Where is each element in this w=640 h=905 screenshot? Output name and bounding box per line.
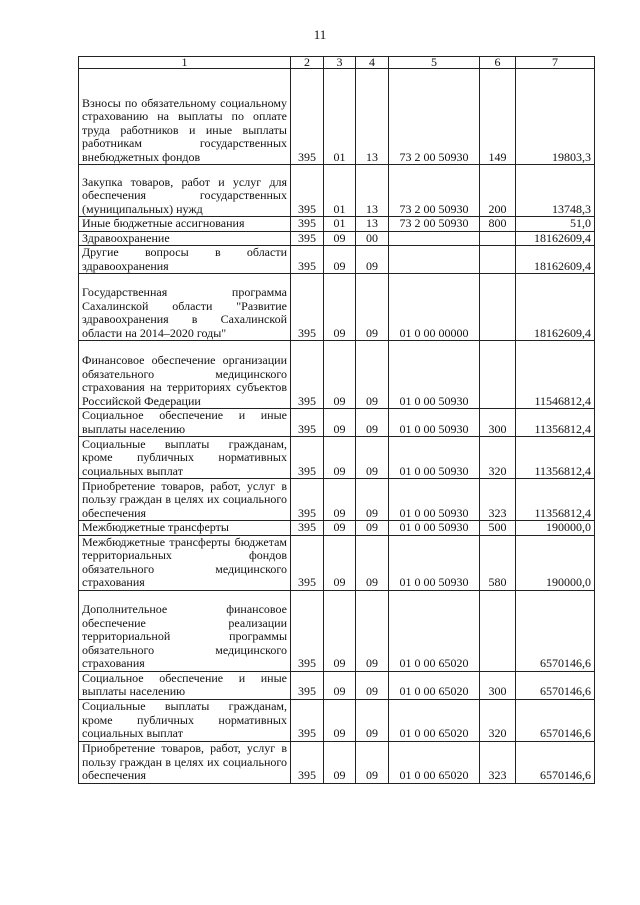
row-target-article: 73 2 00 50930 xyxy=(389,69,480,165)
header-col-6: 6 xyxy=(480,57,516,69)
row-target-article: 01 0 00 50930 xyxy=(389,535,480,590)
row-section: 09 xyxy=(324,437,356,479)
header-col-5: 5 xyxy=(389,57,480,69)
row-code: 395 xyxy=(291,479,324,521)
row-amount: 19803,3 xyxy=(516,69,595,165)
row-section: 09 xyxy=(324,341,356,409)
row-target-article: 73 2 00 50930 xyxy=(389,217,480,232)
row-target-article: 01 0 00 50930 xyxy=(389,409,480,437)
row-expense-type: 800 xyxy=(480,217,516,232)
row-subsection: 09 xyxy=(356,479,389,521)
row-code: 395 xyxy=(291,671,324,699)
row-section: 09 xyxy=(324,741,356,783)
row-subsection: 09 xyxy=(356,671,389,699)
row-subsection: 09 xyxy=(356,437,389,479)
table-row xyxy=(79,699,595,741)
row-code: 395 xyxy=(291,217,324,232)
row-subsection: 09 xyxy=(356,274,389,341)
row-section: 09 xyxy=(324,671,356,699)
row-expense-type: 500 xyxy=(480,521,516,536)
row-expense-type: 320 xyxy=(480,437,516,479)
header-row xyxy=(79,57,595,69)
page-number: 11 xyxy=(313,27,327,42)
row-amount: 18162609,4 xyxy=(516,246,595,274)
header-col-1: 1 xyxy=(79,57,291,69)
row-section: 09 xyxy=(324,699,356,741)
header-col-4: 4 xyxy=(356,57,389,69)
row-section: 09 xyxy=(324,590,356,671)
row-expense-type: 320 xyxy=(480,699,516,741)
row-target-article: 01 0 00 65020 xyxy=(389,699,480,741)
row-expense-type: 323 xyxy=(480,741,516,783)
row-expense-type: 149 xyxy=(480,69,516,165)
row-code: 395 xyxy=(291,409,324,437)
row-code: 395 xyxy=(291,165,324,217)
row-subsection: 09 xyxy=(356,521,389,536)
row-code: 395 xyxy=(291,521,324,536)
row-code: 395 xyxy=(291,741,324,783)
row-name: Государственная программа Сахалинской области "Развитие здравоохранения в Сахалинской области на 2014–2020 годы" xyxy=(79,274,291,341)
row-code: 395 xyxy=(291,341,324,409)
row-subsection: 13 xyxy=(356,217,389,232)
row-target-article: 01 0 00 50930 xyxy=(389,479,480,521)
row-amount: 11356812,4 xyxy=(516,479,595,521)
row-expense-type xyxy=(480,590,516,671)
table-row xyxy=(79,671,595,699)
row-section: 09 xyxy=(324,521,356,536)
row-target-article: 01 0 00 65020 xyxy=(389,741,480,783)
row-section: 01 xyxy=(324,69,356,165)
row-amount: 11356812,4 xyxy=(516,437,595,479)
row-name: Межбюджетные трансферты xyxy=(79,521,291,536)
row-name: Иные бюджетные ассигнования xyxy=(79,217,291,232)
row-amount: 18162609,4 xyxy=(516,274,595,341)
row-name: Социальные выплаты гражданам, кроме публичных нормативных социальных выплат xyxy=(79,699,291,741)
row-amount: 51,0 xyxy=(516,217,595,232)
row-name: Закупка товаров, работ и услуг для обеспечения государственных (муниципальных) нужд xyxy=(79,165,291,217)
table-row xyxy=(79,521,595,536)
table-row xyxy=(79,409,595,437)
row-name: Финансовое обеспечение организации обязательного медицинского страхования на территориях субъектов Российской Федерации xyxy=(79,341,291,409)
row-subsection: 09 xyxy=(356,246,389,274)
row-amount: 11546812,4 xyxy=(516,341,595,409)
table-row xyxy=(79,341,595,409)
row-subsection: 09 xyxy=(356,341,389,409)
row-name: Взносы по обязательному социальному страхованию на выплаты по оплате труда работников и иные выплаты работникам государственных внебюджетных фондов xyxy=(79,69,291,165)
row-section: 01 xyxy=(324,165,356,217)
row-expense-type: 300 xyxy=(480,671,516,699)
row-section: 09 xyxy=(324,274,356,341)
row-name: Приобретение товаров, работ, услуг в пользу граждан в целях их социального обеспечения xyxy=(79,741,291,783)
row-code: 395 xyxy=(291,590,324,671)
row-target-article: 01 0 00 50930 xyxy=(389,521,480,536)
table-row xyxy=(79,274,595,341)
row-section: 09 xyxy=(324,231,356,246)
table-row xyxy=(79,437,595,479)
row-target-article: 01 0 00 65020 xyxy=(389,671,480,699)
row-target-article: 01 0 00 50930 xyxy=(389,341,480,409)
row-section: 01 xyxy=(324,217,356,232)
row-amount: 18162609,4 xyxy=(516,231,595,246)
row-amount: 6570146,6 xyxy=(516,699,595,741)
row-expense-type xyxy=(480,246,516,274)
row-name: Дополнительное финансовое обеспечение реализации территориальной программы обязательного медицинского страхования xyxy=(79,590,291,671)
row-code: 395 xyxy=(291,535,324,590)
header-col-3: 3 xyxy=(324,57,356,69)
row-subsection: 13 xyxy=(356,69,389,165)
row-name: Другие вопросы в области здравоохранения xyxy=(79,246,291,274)
row-name: Социальные выплаты гражданам, кроме публичных нормативных социальных выплат xyxy=(79,437,291,479)
row-subsection: 00 xyxy=(356,231,389,246)
row-amount: 190000,0 xyxy=(516,535,595,590)
row-amount: 13748,3 xyxy=(516,165,595,217)
row-subsection: 13 xyxy=(356,165,389,217)
table-header xyxy=(79,57,595,69)
table-row xyxy=(79,231,595,246)
row-code: 395 xyxy=(291,246,324,274)
row-subsection: 09 xyxy=(356,741,389,783)
row-target-article: 01 0 00 65020 xyxy=(389,590,480,671)
row-section: 09 xyxy=(324,479,356,521)
row-code: 395 xyxy=(291,274,324,341)
row-section: 09 xyxy=(324,535,356,590)
table-row xyxy=(79,590,595,671)
row-name: Межбюджетные трансферты бюджетам территориальных фондов обязательного медицинского страхования xyxy=(79,535,291,590)
row-section: 09 xyxy=(324,246,356,274)
table-row xyxy=(79,217,595,232)
row-expense-type: 300 xyxy=(480,409,516,437)
row-code: 395 xyxy=(291,231,324,246)
row-target-article: 01 0 00 50930 xyxy=(389,437,480,479)
row-target-article xyxy=(389,246,480,274)
row-amount: 190000,0 xyxy=(516,521,595,536)
row-name: Приобретение товаров, работ, услуг в пользу граждан в целях их социального обеспечения xyxy=(79,479,291,521)
row-target-article xyxy=(389,231,480,246)
row-name: Здравоохранение xyxy=(79,231,291,246)
budget-table xyxy=(78,56,595,784)
row-code: 395 xyxy=(291,699,324,741)
header-col-2: 2 xyxy=(291,57,324,69)
row-expense-type: 580 xyxy=(480,535,516,590)
table-row xyxy=(79,535,595,590)
row-amount: 6570146,6 xyxy=(516,671,595,699)
row-target-article: 73 2 00 50930 xyxy=(389,165,480,217)
row-expense-type: 323 xyxy=(480,479,516,521)
row-subsection: 09 xyxy=(356,535,389,590)
row-amount: 6570146,6 xyxy=(516,741,595,783)
table-row xyxy=(79,246,595,274)
row-amount: 11356812,4 xyxy=(516,409,595,437)
row-name: Социальное обеспечение и иные выплаты населению xyxy=(79,671,291,699)
row-expense-type: 200 xyxy=(480,165,516,217)
row-name: Социальное обеспечение и иные выплаты населению xyxy=(79,409,291,437)
table-body xyxy=(79,69,595,784)
row-subsection: 09 xyxy=(356,699,389,741)
table-row xyxy=(79,741,595,783)
table-row xyxy=(79,165,595,217)
table-row xyxy=(79,69,595,165)
row-section: 09 xyxy=(324,409,356,437)
row-expense-type xyxy=(480,274,516,341)
row-subsection: 09 xyxy=(356,590,389,671)
row-code: 395 xyxy=(291,69,324,165)
table-row xyxy=(79,479,595,521)
row-expense-type xyxy=(480,341,516,409)
header-col-7: 7 xyxy=(516,57,595,69)
row-subsection: 09 xyxy=(356,409,389,437)
row-amount: 6570146,6 xyxy=(516,590,595,671)
row-expense-type xyxy=(480,231,516,246)
row-code: 395 xyxy=(291,437,324,479)
row-target-article: 01 0 00 00000 xyxy=(389,274,480,341)
